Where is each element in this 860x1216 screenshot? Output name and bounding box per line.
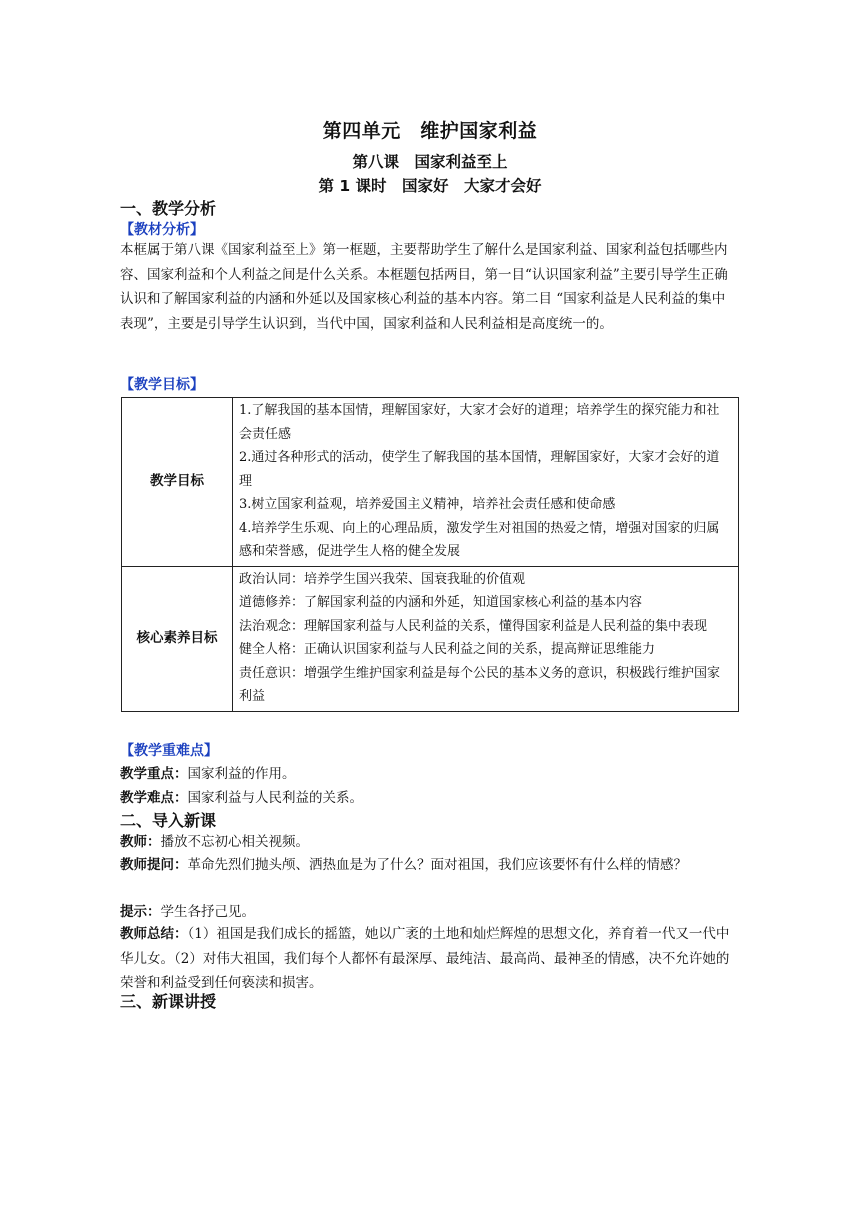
- list-item: 1.了解我国的基本国情，理解国家好，大家才会好的道理；培养学生的探究能力和社会责任感: [239, 403, 720, 442]
- teacher-summary-label: 教师总结：: [120, 926, 188, 942]
- row-content-core-literacy: [233, 566, 739, 711]
- list-item: 4.培养学生乐观、向上的心理品质，激发学生对祖国的热爱之情，增强对国家的归属感和荣誉感，促进学生人格的健全发展: [239, 520, 720, 559]
- hint-text: 学生各抒己见。: [160, 904, 255, 920]
- textbook-analysis-label: 【教材分析】: [120, 222, 204, 238]
- list-item: 责任意识：增强学生维护国家利益是每个公民的基本义务的意识，积极践行维护国家利益: [239, 665, 721, 704]
- teacher-line: [120, 830, 740, 854]
- key-point-text: 国家利益的作用。: [187, 766, 296, 782]
- section-new-lesson-heading: 三、新课讲授: [120, 992, 217, 1011]
- difficulty-label: 教学难点：: [120, 790, 188, 806]
- key-point-line: [120, 762, 740, 786]
- table-row: [122, 398, 739, 567]
- period-title: 第 1 课时 国家好 大家才会好: [318, 177, 542, 195]
- teacher-question-label: 教师提问：: [120, 857, 188, 873]
- row-content-teaching-goals: [233, 398, 739, 567]
- list-item: 政治认同：培养学生国兴我荣、国衰我耻的价值观: [239, 571, 526, 587]
- key-difficulty-label: 【教学重难点】: [120, 743, 218, 759]
- hint-label: 提示：: [120, 904, 161, 920]
- teacher-summary-text: （1）祖国是我们成长的摇篮，她以广袤的土地和灿烂辉煌的思想文化，养育着一代又一代中华儿女。（2）对伟大祖国，我们每个人都怀有最深厚、最纯洁、最高尚、最神圣的情感，决不允许她的荣誉和利益受到任何亵渎和损害。: [120, 926, 730, 991]
- list-item: 健全人格：正确认识国家利益与人民利益之间的关系，提高辩证思维能力: [239, 642, 656, 657]
- teacher-text: 播放不忘初心相关视频。: [160, 834, 309, 850]
- list-item: 2.通过各种形式的活动，使学生了解我国的基本国情，理解国家好，大家才会好的道理: [239, 450, 720, 489]
- row-label-core-literacy: 核心素养目标: [122, 566, 233, 711]
- list-item: 法治观念：理解国家利益与人民利益的关系，懂得国家利益是人民利益的集中表现: [239, 618, 708, 634]
- section-intro-heading: 二、导入新课: [120, 811, 217, 830]
- unit-title: 第四单元 维护国家利益: [322, 120, 538, 142]
- teacher-question: [120, 853, 736, 878]
- key-point-label: 教学重点：: [120, 766, 188, 782]
- teaching-goals-label: 【教学目标】: [120, 377, 204, 393]
- teaching-goals-table: [121, 397, 739, 712]
- teacher-label: 教师：: [120, 834, 161, 850]
- list-item: 3.树立国家利益观，培养爱国主义精神，培养社会责任感和使命感: [239, 497, 616, 512]
- list-item: 道德修养：了解国家利益的内涵和外延，知道国家核心利益的基本内容: [239, 595, 643, 610]
- row-label-teaching-goals: 教学目标: [122, 398, 233, 567]
- difficulty-text: 国家利益与人民利益的关系。: [187, 790, 363, 806]
- lesson-title: 第八课 国家利益至上: [352, 153, 508, 171]
- difficulty-line: [120, 786, 740, 810]
- table-row: [122, 566, 739, 711]
- section-teaching-analysis-heading: 一、教学分析: [120, 199, 217, 218]
- teacher-question-text: 革命先烈们抛头颅、洒热血是为了什么？面对祖国，我们应该要怀有什么样的情感？: [187, 857, 687, 873]
- hint-line: [120, 900, 740, 924]
- textbook-analysis-text: 本框属于第八课《国家利益至上》第一框题，主要帮助学生了解什么是国家利益、国家利益包括哪些内容、国家利益和个人利益之间是什么关系。本框题包括两目，第一目“认识国家利益”主要引导学生正确认识和了解国家利益的内涵和外延以及国家核心利益的基本内容。第二目 “国家利益是人民利益的集中表现”，主要是引导学生认识到，当代中国，国家利益和人民利益相是高度统一的。: [120, 242, 728, 332]
- teacher-summary: [120, 922, 736, 996]
